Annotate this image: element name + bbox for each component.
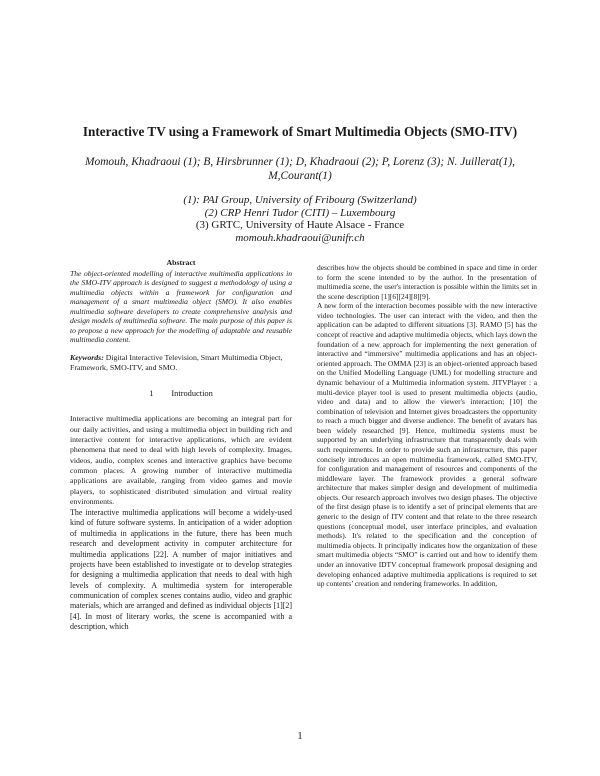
affiliation-1: (1): PAI Group, University of Fribourg (Switzerland) xyxy=(183,194,417,206)
author-list xyxy=(70,155,530,183)
affiliations xyxy=(90,194,510,244)
section-number: 1 xyxy=(149,388,154,398)
intro-paragraph-1: Interactive multimedia applications are becoming an integral part for our daily activities, and using a multimedia object in building rich and interactive content for interactive applications, which are evident phenomena that need to deal with high levels of complexity. Images, videos, audio, complex scenes and interactive graphics have become common places. A growing number of interactive multimedia applications are available, ranging from video games and movie players, to sophisticated distributed simulation and virtual reality environments. xyxy=(70,414,292,506)
contact-email: momouh.khadraoui@unifr.ch xyxy=(235,231,365,244)
abstract-heading: Abstract xyxy=(166,258,196,267)
author-line: Momouh, Khadraoui (1); B, Hirsbrunner (1); D, Khadraoui (2); P, Lorenz (3); N. Juillerat(1), xyxy=(85,156,515,168)
section-heading xyxy=(70,389,292,399)
keywords-text: Digital Interactive Television, Smart Multimedia Object, Framework, SMO-ITV, and SMO. xyxy=(70,352,283,373)
right-column xyxy=(317,263,537,589)
keywords xyxy=(70,353,292,374)
right-paragraph-2: A new form of the interaction becomes possible with the new interactive video technologies. The user can interact with the video, and then the application can be adapted to different situations [3]. RAMO [5] has the concept of reactive and adaptive multimedia objects, which lays down the foundation of a new approach for implementing the next generation of interactive and “immersive” multimedia applications and has an object-oriented approach. The OMMA [23] is an object-oriented approach based on the Unified Modelling Language (UML) for modelling structure and dynamic behaviour of a Multimedia information system. JITVPlayer : a multi-device player tool is used to present multimedia objects (audio, video and data) and to allow the viewer's interaction; [10] the combination of television and Internet gives broadcasters the opportunity to reach a much bigger and diverse audience. The benefit of avatars has been widely researched [9]. Hence, multimedia systems must be supported by an underlying infrastructure that transparently deals with such requirements. In order to provide such an infrastructure, this paper concisely introduces an open multimedia framework, called SMO-ITV, for configuration and management of resources and components of the middleware layer. The framework provides a general software architecture that makes simpler design and development of multimedia objects. Our research approach involves two design phases. The objective of the first design phase is to identify a set of principal elements that are generic to the design of ITV content and that relate to the three research questions (conceptual model, user interface principles, and evaluation methods). It's related to the specification and the conception of multimedia objects. It principally indicates how the organization of these smart multimedia objects “SMO” is carried out and how to identify them under an innovative IDTV conceptual framework proposal designing and developing enhanced adaptive multimedia applications is required to set up contents’ creation and rendering frameworks. In addition, xyxy=(317,301,537,589)
author-line: M,Courant(1) xyxy=(268,170,332,182)
keywords-label: Keywords: xyxy=(70,352,104,362)
affiliation-3: (3) GRTC, University of Haute Alsace - France xyxy=(195,219,405,232)
page-number: 1 xyxy=(297,731,303,742)
right-paragraph-1: describes how the objects should be combined in space and time in order to form the scene intended to by the author. In the presentation of multimedia scene, the user's interaction is possible within the limits set in the scene description [1][6][24][8][9]. xyxy=(317,263,537,301)
section-title: Introduction xyxy=(171,388,213,398)
intro-paragraph-2: The interactive multimedia applications will become a widely-used kind of future software systems. In anticipation of a wider adoption of multimedia in applications in the future, there has been much research and development activity in computer architecture for multimedia applications [22]. A number of major initiatives and projects have been established to investigate or to develop strategies for designing a multimedia application that needs to deal with high levels of complexity. A multimedia system for interoperable communication of complex scenes contains audio, video and graphic materials, which are arranged and defined as individual objects [1][2][4]. In most of literary works, the scene is accompanied with a description, which xyxy=(70,508,292,631)
abstract-text: The object-oriented modelling of interactive multimedia applications in the SMO-ITV approach is designed to suggest a methodology of using a multimedia objects within a framework for configuration and management of a smart multimedia object (SMO). It also enables multimedia software developers to create comprehensive analysis and design models of multimedia software. The main purpose of this paper is to propose a new approach for the modelling of adaptable and reusable multimedia content. xyxy=(70,268,292,345)
paper-title: Interactive TV using a Framework of Smart Multimedia Objects (SMO-ITV) xyxy=(82,124,518,139)
affiliation-2: (2) CRP Henri Tudor (CITI) – Luxembourg xyxy=(204,206,396,219)
left-column xyxy=(70,258,292,632)
